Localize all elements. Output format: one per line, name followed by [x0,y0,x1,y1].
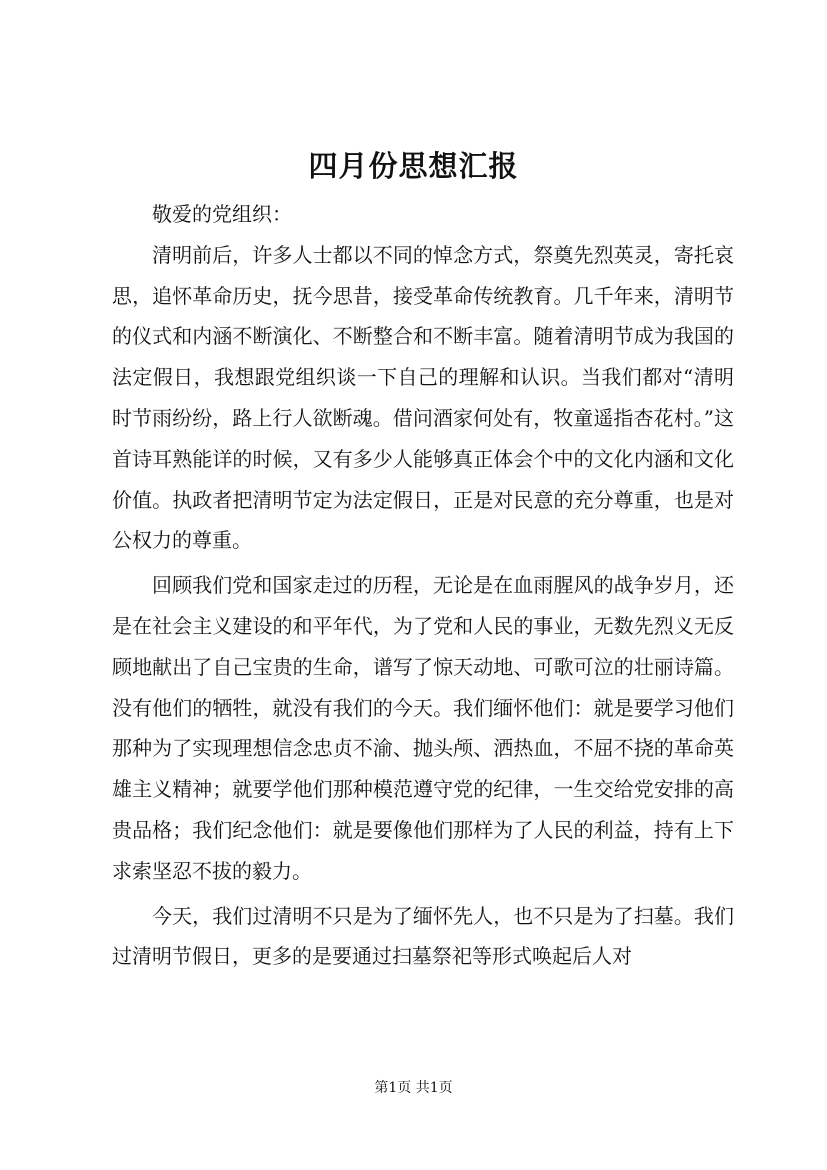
document-title: 四月份思想汇报 [308,149,519,183]
paragraph-1: 清明前后，许多人士都以不同的悼念方式，祭奠先烈英灵，寄托哀思，追怀革命历史，抚今思昔，接受革命传统教育。几千年来，清明节的仪式和内涵不断演化、不断整合和不断丰富。随着清明节成为我国的法定假日，我想跟党组织谈一下自己的理解和认识。当我们都对“清明时节雨纷纷，路上行人欲断魂。借问酒家何处有，牧童遥指杏花村。”这首诗耳熟能详的时候，又有多少人能够真正体会个中的文化内涵和文化价值。执政者把清明节定为法定假日，正是对民意的充分尊重，也是对公权力的尊重。 [112,242,734,553]
page-footer: 第1页 共1页 [374,1080,453,1096]
salutation: 敬爱的党组织： [152,202,292,226]
paragraph-3: 今天，我们过清明不只是为了缅怀先人，也不只是为了扫墓。我们过清明节假日，更多的是要通过扫墓祭祀等形式唤起后人对 [112,903,734,969]
paragraph-2: 回顾我们党和国家走过的历程，无论是在血雨腥风的战争岁月，还是在社会主义建设的和平年代，为了党和人民的事业，无数先烈义无反顾地献出了自己宝贵的生命，谱写了惊天动地、可歌可泣的壮丽诗篇。没有他们的牺牲，就没有我们的今天。我们缅怀他们：就是要学习他们那种为了实现理想信念忠贞不渝、抛头颅、洒热血，不屈不挠的革命英雄主义精神；就要学他们那种模范遵守党的纪律，一生交给党安排的高贵品格；我们纪念他们：就是要像他们那样为了人民的利益，持有上下求索坚忍不拔的毅力。 [112,573,734,883]
document-body [112,194,734,977]
